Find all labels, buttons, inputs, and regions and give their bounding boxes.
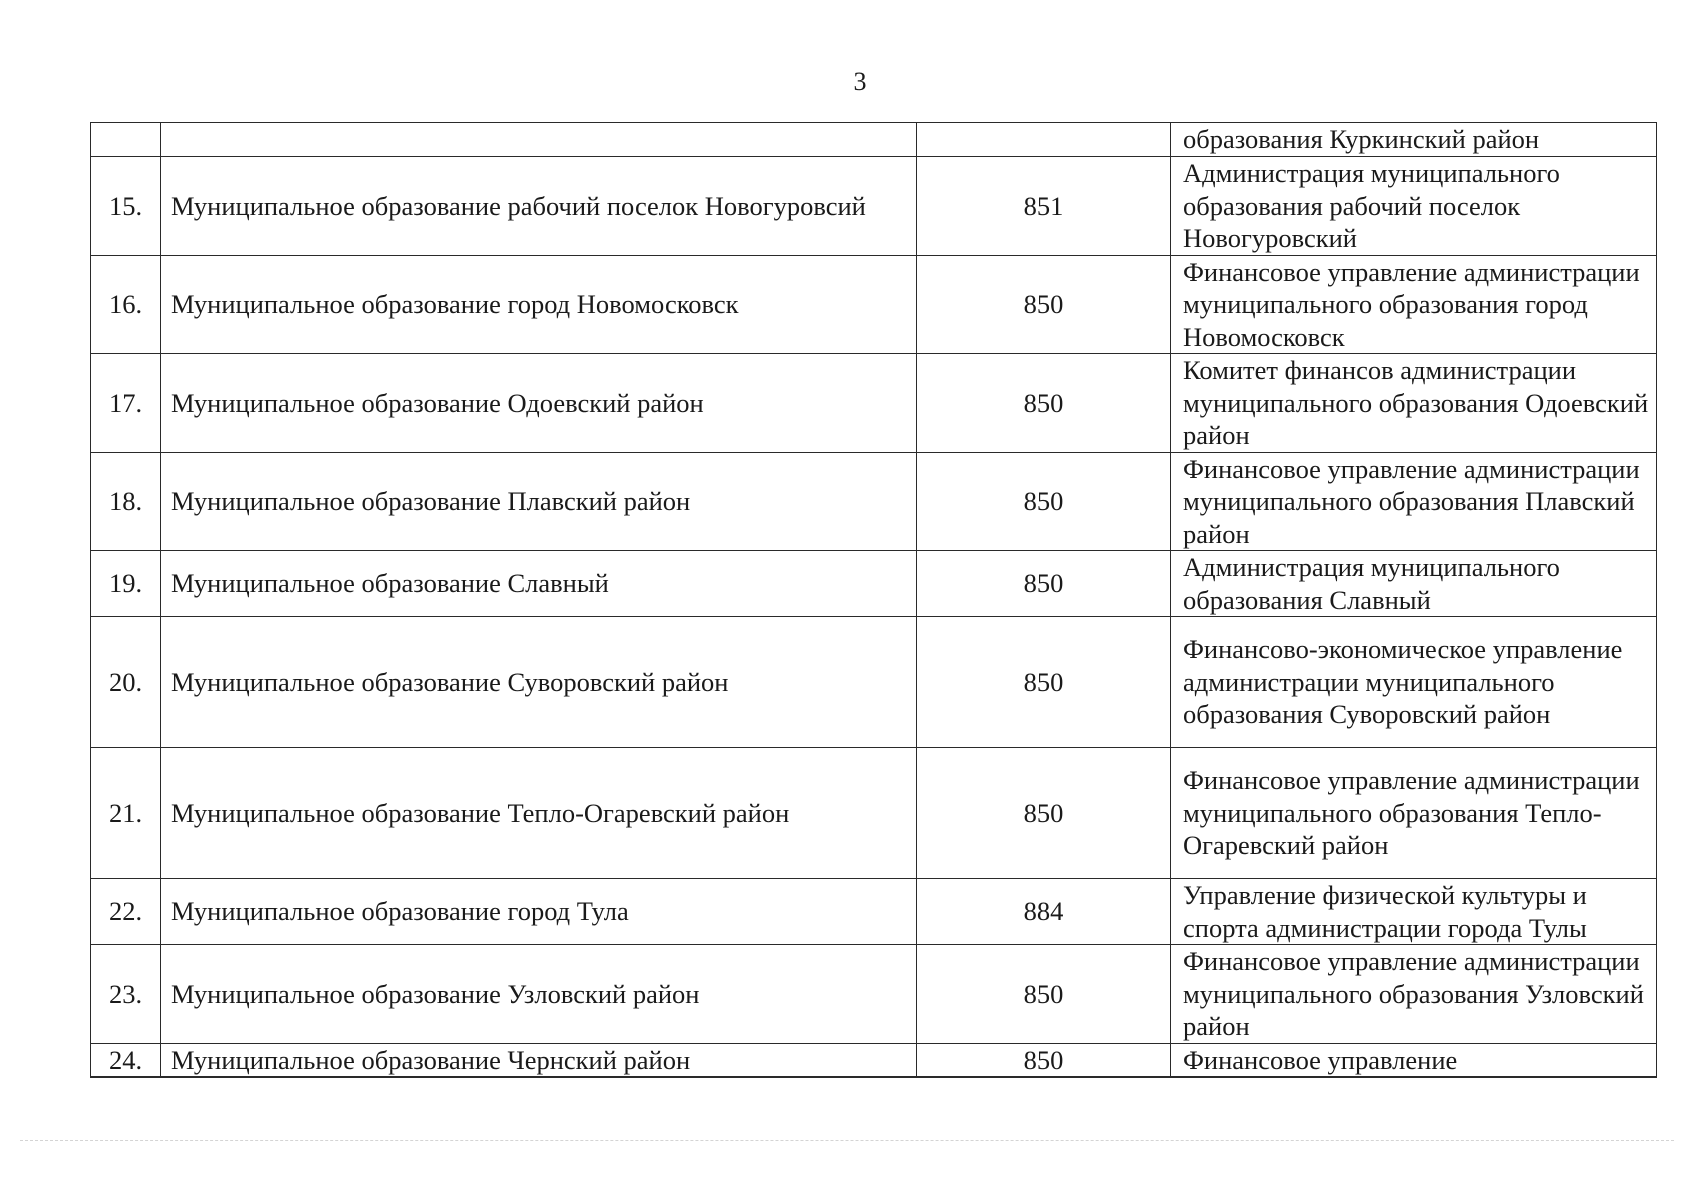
- administrator-name: Финансово-экономическое управление администрации муниципального образования Суворовский район: [1171, 617, 1657, 748]
- budget-code: 851: [917, 157, 1171, 256]
- table-row: [91, 452, 1657, 551]
- municipality-name: Муниципальное образование Одоевский район: [161, 354, 917, 453]
- municipality-name: Муниципальное образование Узловский район: [161, 945, 917, 1044]
- municipality-name: Муниципальное образование Чернский район: [161, 1043, 917, 1077]
- budget-code: 850: [917, 255, 1171, 354]
- administrator-name: образования Куркинский район: [1171, 123, 1657, 157]
- row-number: 20.: [91, 617, 161, 748]
- budget-code: 850: [917, 354, 1171, 453]
- table-row: [91, 255, 1657, 354]
- budget-code: 850: [917, 617, 1171, 748]
- row-number: [91, 123, 161, 157]
- administrator-name: Администрация муниципального образования Славный: [1171, 551, 1657, 617]
- row-number: 24.: [91, 1043, 161, 1077]
- table-row: [91, 879, 1657, 945]
- row-number: 15.: [91, 157, 161, 256]
- municipality-name: Муниципальное образование Славный: [161, 551, 917, 617]
- table-row: [91, 123, 1657, 157]
- administrator-name: Финансовое управление администрации муниципального образования город Новомосковск: [1171, 255, 1657, 354]
- table-row: [91, 157, 1657, 256]
- administrator-name: Финансовое управление администрации муниципального образования Плавский район: [1171, 452, 1657, 551]
- row-number: 22.: [91, 879, 161, 945]
- administrator-name: Финансовое управление администрации муниципального образования Тепло-Огаревский район: [1171, 748, 1657, 879]
- table-row: [91, 617, 1657, 748]
- administrator-name: Комитет финансов администрации муниципального образования Одоевский район: [1171, 354, 1657, 453]
- administrator-name: Финансовое управление администрации муниципального образования Узловский район: [1171, 945, 1657, 1044]
- page-number: 3: [853, 67, 867, 96]
- budget-code: 850: [917, 551, 1171, 617]
- row-number: 23.: [91, 945, 161, 1044]
- budget-code: 850: [917, 452, 1171, 551]
- row-number: 17.: [91, 354, 161, 453]
- table-row: [91, 945, 1657, 1044]
- municipality-name: Муниципальное образование Тепло-Огаревский район: [161, 748, 917, 879]
- budget-code: 884: [917, 879, 1171, 945]
- budget-code: 850: [917, 748, 1171, 879]
- budget-code: 850: [917, 1043, 1171, 1077]
- municipality-name: Муниципальное образование Суворовский район: [161, 617, 917, 748]
- table-row: [91, 748, 1657, 879]
- row-number: 19.: [91, 551, 161, 617]
- municipality-name: Муниципальное образование рабочий поселок Новогуровсий: [161, 157, 917, 256]
- municipality-name: Муниципальное образование город Тула: [161, 879, 917, 945]
- administrator-name: Управление физической культуры и спорта администрации города Тулы: [1171, 879, 1657, 945]
- municipal-table: [90, 122, 1657, 1078]
- municipality-name: Муниципальное образование Плавский район: [161, 452, 917, 551]
- table-row: [91, 551, 1657, 617]
- municipality-name: Муниципальное образование город Новомосковск: [161, 255, 917, 354]
- row-number: 16.: [91, 255, 161, 354]
- administrator-name: Администрация муниципального образования рабочий поселок Новогуровский: [1171, 157, 1657, 256]
- budget-code: [917, 123, 1171, 157]
- table-row: [91, 354, 1657, 453]
- budget-code: 850: [917, 945, 1171, 1044]
- table-row: [91, 1043, 1657, 1077]
- municipality-name: [161, 123, 917, 157]
- scan-artifact-line: [20, 1140, 1674, 1141]
- row-number: 18.: [91, 452, 161, 551]
- row-number: 21.: [91, 748, 161, 879]
- administrator-name: Финансовое управление: [1171, 1043, 1657, 1077]
